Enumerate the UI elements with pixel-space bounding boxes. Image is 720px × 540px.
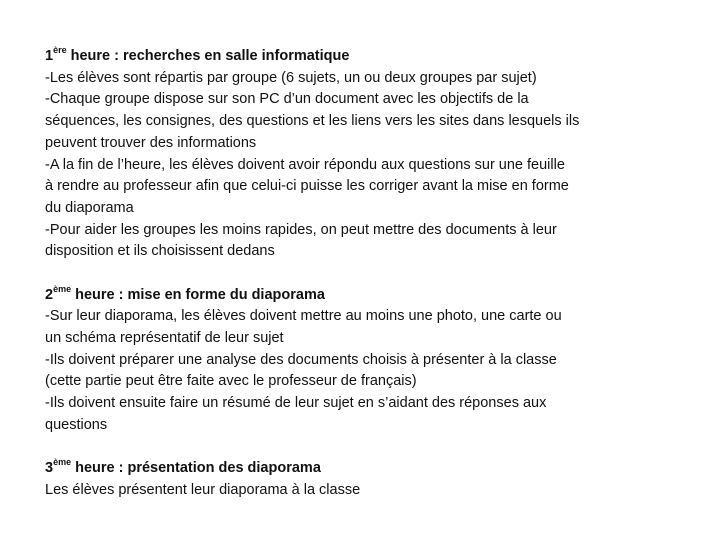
text-line: -Les élèves sont répartis par groupe (6 sujets, un ou deux groupes par sujet) (45, 69, 537, 86)
document-body (45, 46, 665, 501)
text-line: -Ils doivent préparer une analyse des documents choisis à présenter à la classe (45, 351, 557, 368)
text-line: un schéma représentatif de leur sujet (45, 329, 284, 346)
section-heading: 1ère heure : recherches en salle informatique (45, 45, 350, 64)
section-heading: 2ème heure : mise en forme du diaporama (45, 283, 325, 303)
text-line: questions (45, 416, 108, 433)
text-line: -Sur leur diaporama, les élèves doivent mettre au moins une photo, une carte ou (45, 308, 562, 325)
section-hour-1 (45, 46, 665, 263)
text-line: Les élèves présentent leur diaporama à la classe (45, 481, 361, 498)
text-line: -A la fin de l’heure, les élèves doivent avoir répondu aux questions sur une feuille (45, 156, 565, 173)
text-line: du diaporama (45, 199, 134, 216)
section-hour-3 (45, 458, 665, 501)
text-line: peuvent trouver des informations (45, 134, 257, 151)
section-heading: 3ème heure : présentation des diaporama (45, 457, 321, 476)
text-line: disposition et ils choisissent dedans (45, 243, 275, 260)
text-line: à rendre au professeur afin que celui-ci puisse les corriger avant la mise en forme (45, 178, 569, 195)
text-line: séquences, les consignes, des questions et les liens vers les sites dans lesquels ils (45, 113, 580, 130)
text-line: -Ils doivent ensuite faire un résumé de leur sujet en s’aidant des réponses aux (45, 395, 547, 412)
text-line: -Pour aider les groupes les moins rapides, on peut mettre des documents à leur (45, 221, 557, 238)
text-line: (cette partie peut être faite avec le professeur de français) (45, 373, 417, 390)
section-hour-2 (45, 285, 665, 437)
text-line: -Chaque groupe dispose sur son PC d’un document avec les objectifs de la (45, 91, 529, 108)
